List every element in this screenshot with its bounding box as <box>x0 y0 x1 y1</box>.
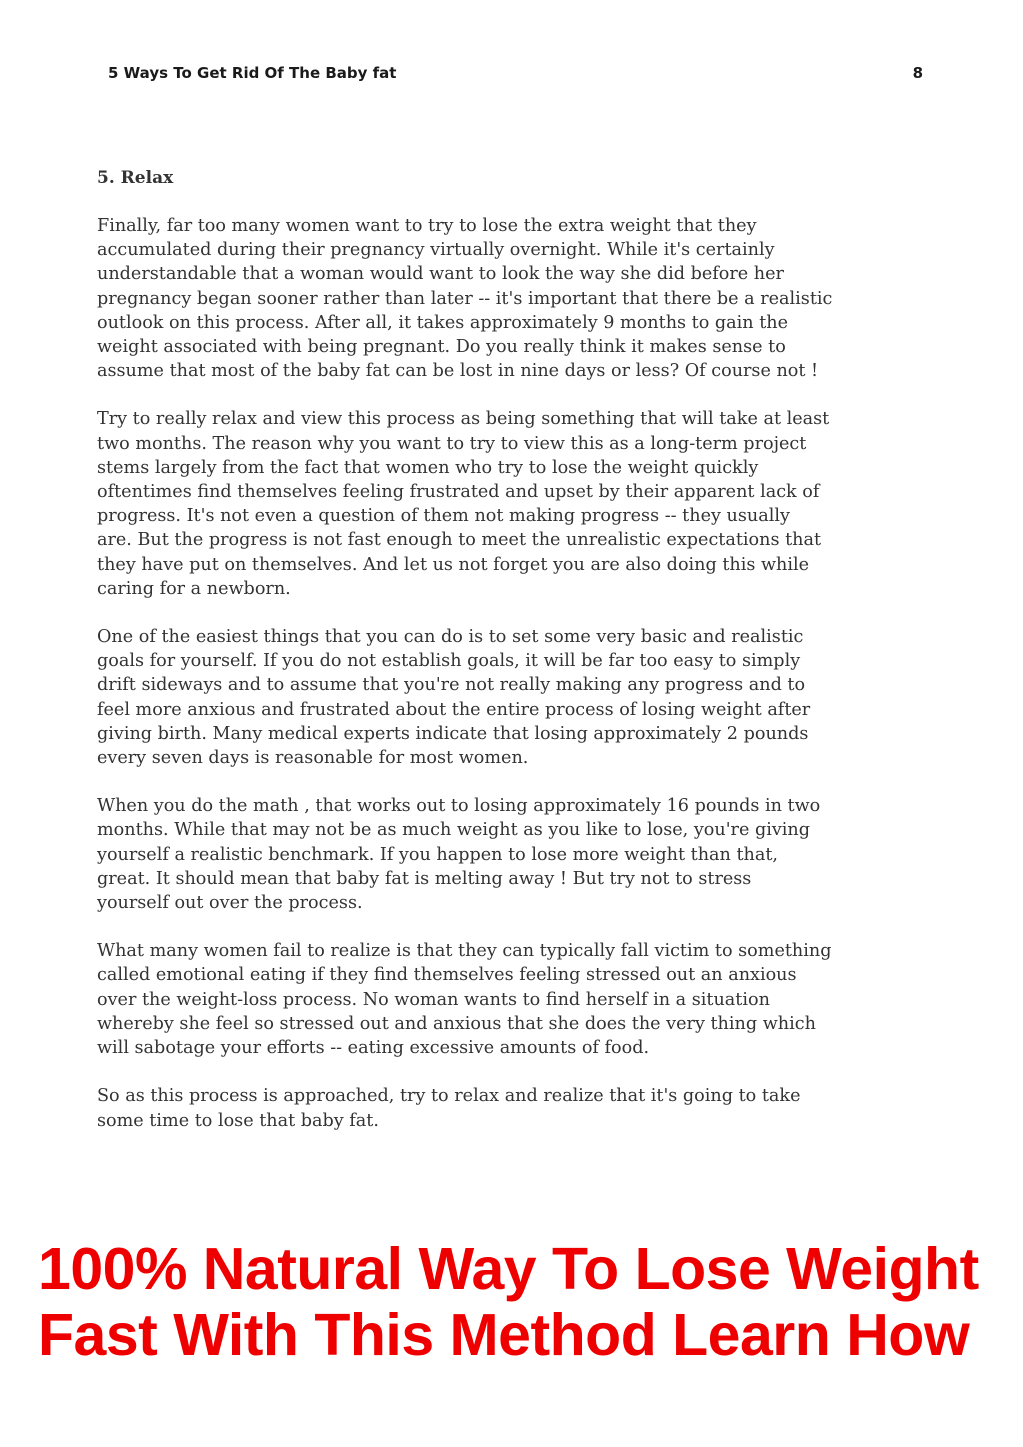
paragraph: One of the easiest things that you can do is to set some very basic and realistic goals for yourself. If you do not establish goals, it will be far too easy to simply drift sideways and to assume that you're not really making any progress and to feel more anxious and frustrated about the entire process of losing weight after giving birth. Many medical experts indicate that losing approximately 2 pounds every seven days is reasonable for most women. <box>97 627 811 769</box>
paragraph: When you do the math , that works out to losing approximately 16 pounds in two months. While that may not be as much weight as you like to lose, you're giving yourself a realistic benchmark. If you happen to lose more weight than that, great. It should mean that baby fat is melting away ! But try not to stress yourself out over the process. <box>97 796 821 914</box>
page-number: 8 <box>912 64 923 82</box>
promo-line-1: 100% Natural Way To Lose Weight <box>38 1236 979 1302</box>
section-body <box>97 164 937 1157</box>
section-heading: 5. Relax <box>97 168 174 188</box>
promo-line-2: Fast With This Method Learn How <box>38 1302 970 1368</box>
promo-banner-link[interactable] <box>38 1236 1008 1368</box>
running-header <box>108 62 923 84</box>
paragraph: Try to really relax and view this process as being something that will take at least two months. The reason why you want to try to view this as a long-term project stems largely from the fact that women who try to lose the weight quickly oftentimes find themselves feeling frustrated and upset by their apparent lack of progress. It's not even a question of them not making progress -- they usually are. But the progress is not fast enough to meet the unrealistic expectations that they have put on themselves. And let us not forget you are also doing this while caring for a newborn. <box>97 409 830 599</box>
paragraph: Finally, far too many women want to try to lose the extra weight that they accumulated during their pregnancy virtually overnight. While it's certainly understandable that a woman would want to look the way she did before her pregnancy began sooner rather than later -- it's important that there be a realistic outlook on this process. After all, it takes approximately 9 months to gain the weight associated with being pregnant. Do you really think it makes sense to assume that most of the baby fat can be lost in nine days or less? Of course not ! <box>97 216 833 382</box>
paragraph: So as this process is approached, try to relax and realize that it's going to take some time to lose that baby fat. <box>97 1086 801 1131</box>
header-title: 5 Ways To Get Rid Of The Baby fat <box>108 64 397 82</box>
paragraph: What many women fail to realize is that they can typically fall victim to something called emotional eating if they find themselves feeling stressed out an anxious over the weight-loss process. No woman wants to find herself in a situation whereby she feel so stressed out and anxious that she does the very thing which will sabotage your efforts -- eating excessive amounts of food. <box>97 941 832 1059</box>
